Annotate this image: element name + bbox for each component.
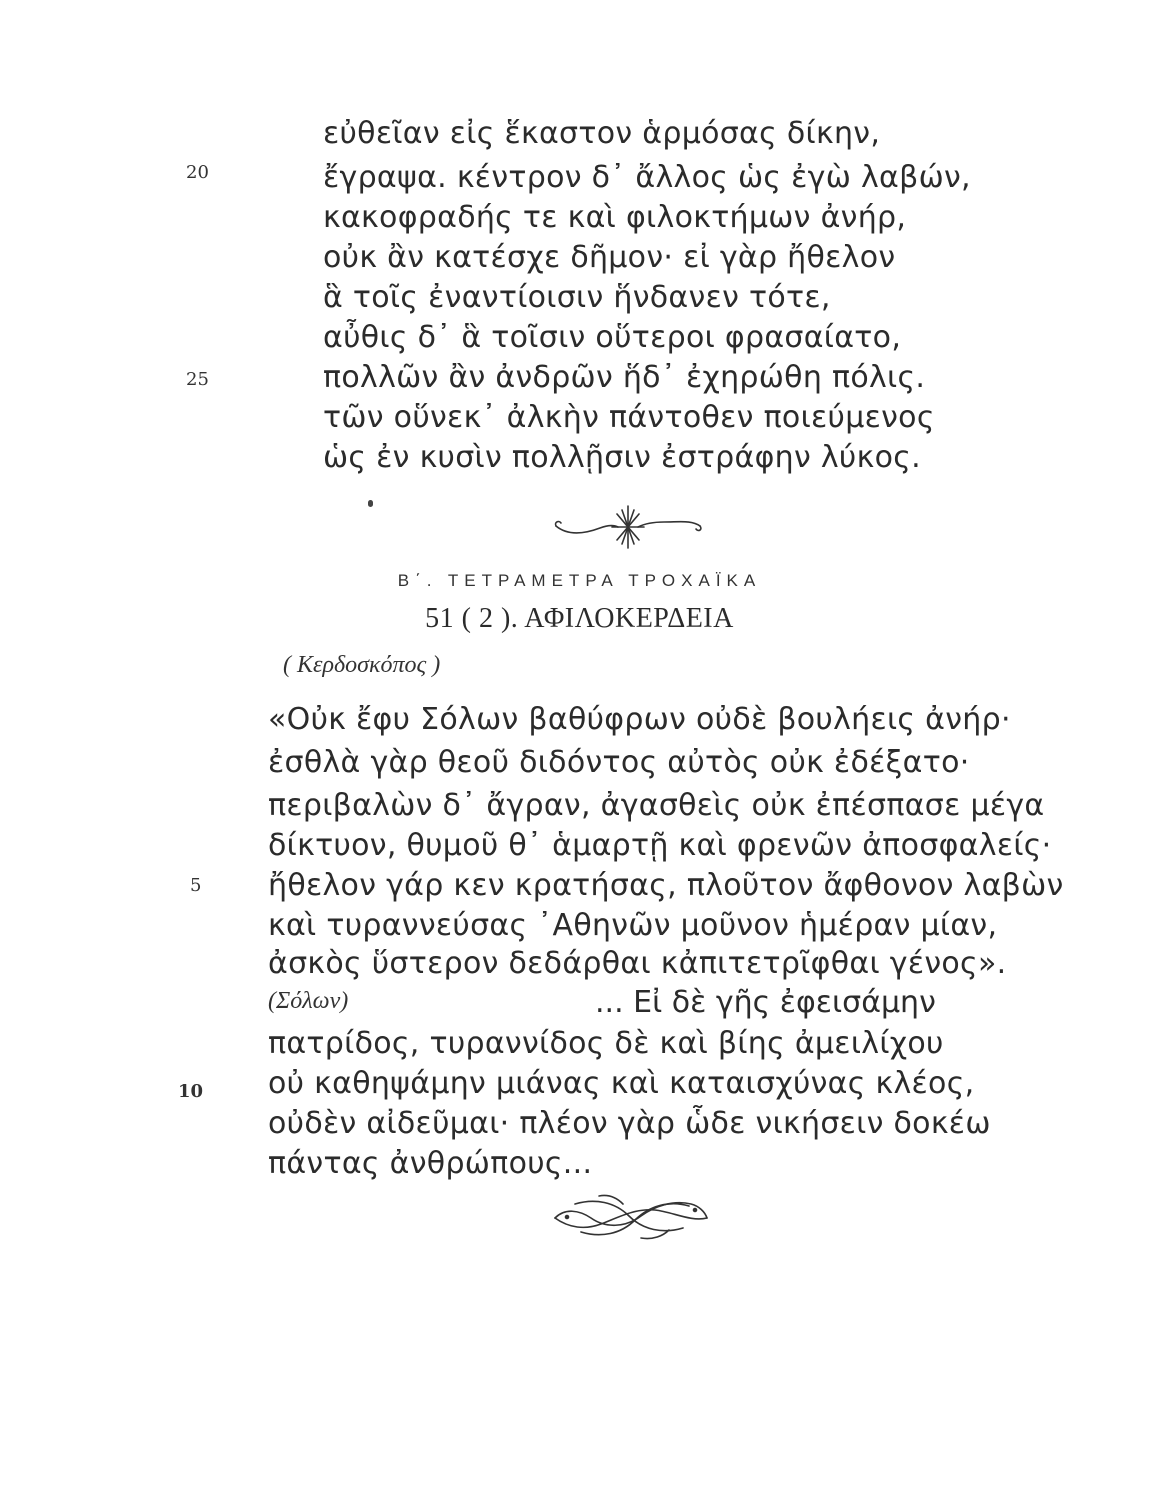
verse-line: ἐσθλὰ γὰρ θεοῦ διδόντος αὐτὸς οὐκ ἐδέξατο· [268,745,970,780]
verse-line: πολλῶν ἂν ἀνδρῶν ἥδ᾽ ἐχηρώθη πόλις. [323,360,926,395]
verse-line: τῶν οὕνεκ᾽ ἀλκὴν πάντοθεν ποιεύμενος [323,400,935,435]
verse-line: ἔγραψα. κέντρον δ᾽ ἄλλος ὡς ἐγὼ λαβών, [323,160,971,195]
ink-dot [368,500,373,507]
verse-line: ἀσκὸς ὕστερον δεδάρθαι κἀπιτετρῖφθαι γένος». [268,946,1007,981]
line-number-25: 25 [186,369,209,390]
verse-line: εὐθεῖαν εἰς ἕκαστον ἁρμόσας δίκην, [323,116,881,151]
section-subtitle: Β΄. ΤΕΤΡΑΜΕΤΡΑ ΤΡΟΧΑΪΚΑ [397,571,762,590]
verse-line: πατρίδος, τυραννίδος δὲ καὶ βίης ἀμειλίχου [268,1026,944,1061]
verse-line: οὐκ ἂν κατέσχε δῆμον· εἰ γὰρ ἤθελον [323,240,896,275]
verse-line: αὖθις δ᾽ ἃ τοῖσιν οὕτεροι φρασαίατο, [323,320,902,355]
line-number-5: 5 [190,875,202,896]
verse-line: δίκτυον, θυμοῦ θ᾽ ἁμαρτῇ καὶ φρενῶν ἀποσφαλείς· [268,828,1052,863]
verse-line: ἤθελον γάρ κεν κρατήσας, πλοῦτον ἄφθονον λαβὼν [268,868,1064,903]
verse-line: κακοφραδής τε καὶ φιλοκτήμων ἀνήρ, [323,200,907,235]
verse-line: «Οὐκ ἔφυ Σόλων βαθύφρων οὐδὲ βουλήεις ἀνήρ· [268,702,1011,737]
verse-line: οὐ καθηψάμην μιάνας καὶ καταισχύνας κλέος, [268,1066,975,1101]
verse-line: ... Εἰ δὲ γῆς ἐφεισάμην [595,985,936,1020]
bird-flourish-icon [545,1188,715,1248]
star-flourish-icon [548,500,708,556]
line-number-10: 10 [178,1081,204,1102]
verse-line: πάντας ἀνθρώπους... [268,1146,593,1181]
verse-line: ὡς ἐν κυσὶν πολλῇσιν ἐστράφην λύκος. [323,440,921,475]
verse-line: περιβαλὼν δ᾽ ἄγραν, ἀγασθεὶς οὐκ ἐπέσπασε μέγα [268,788,1045,823]
verse-line: ἃ τοῖς ἐναντίοισιν ἥνδανεν τότε, [323,280,831,315]
speaker-label: ( Κερδοσκόπος ) [283,652,441,678]
verse-line: οὐδὲν αἰδεῦμαι· πλέον γὰρ ὧδε νικήσειν δοκέω [268,1106,991,1141]
verse-line: καὶ τυραννεύσας ᾽Αθηνῶν μοῦνον ἡμέραν μίαν, [268,908,998,943]
poem-title: 51 ( 2 ). ΑΦΙΛΟΚΕΡΔΕΙΑ [425,603,734,634]
line-number-20: 20 [186,162,209,183]
speaker-label: (Σόλων) [268,988,349,1014]
